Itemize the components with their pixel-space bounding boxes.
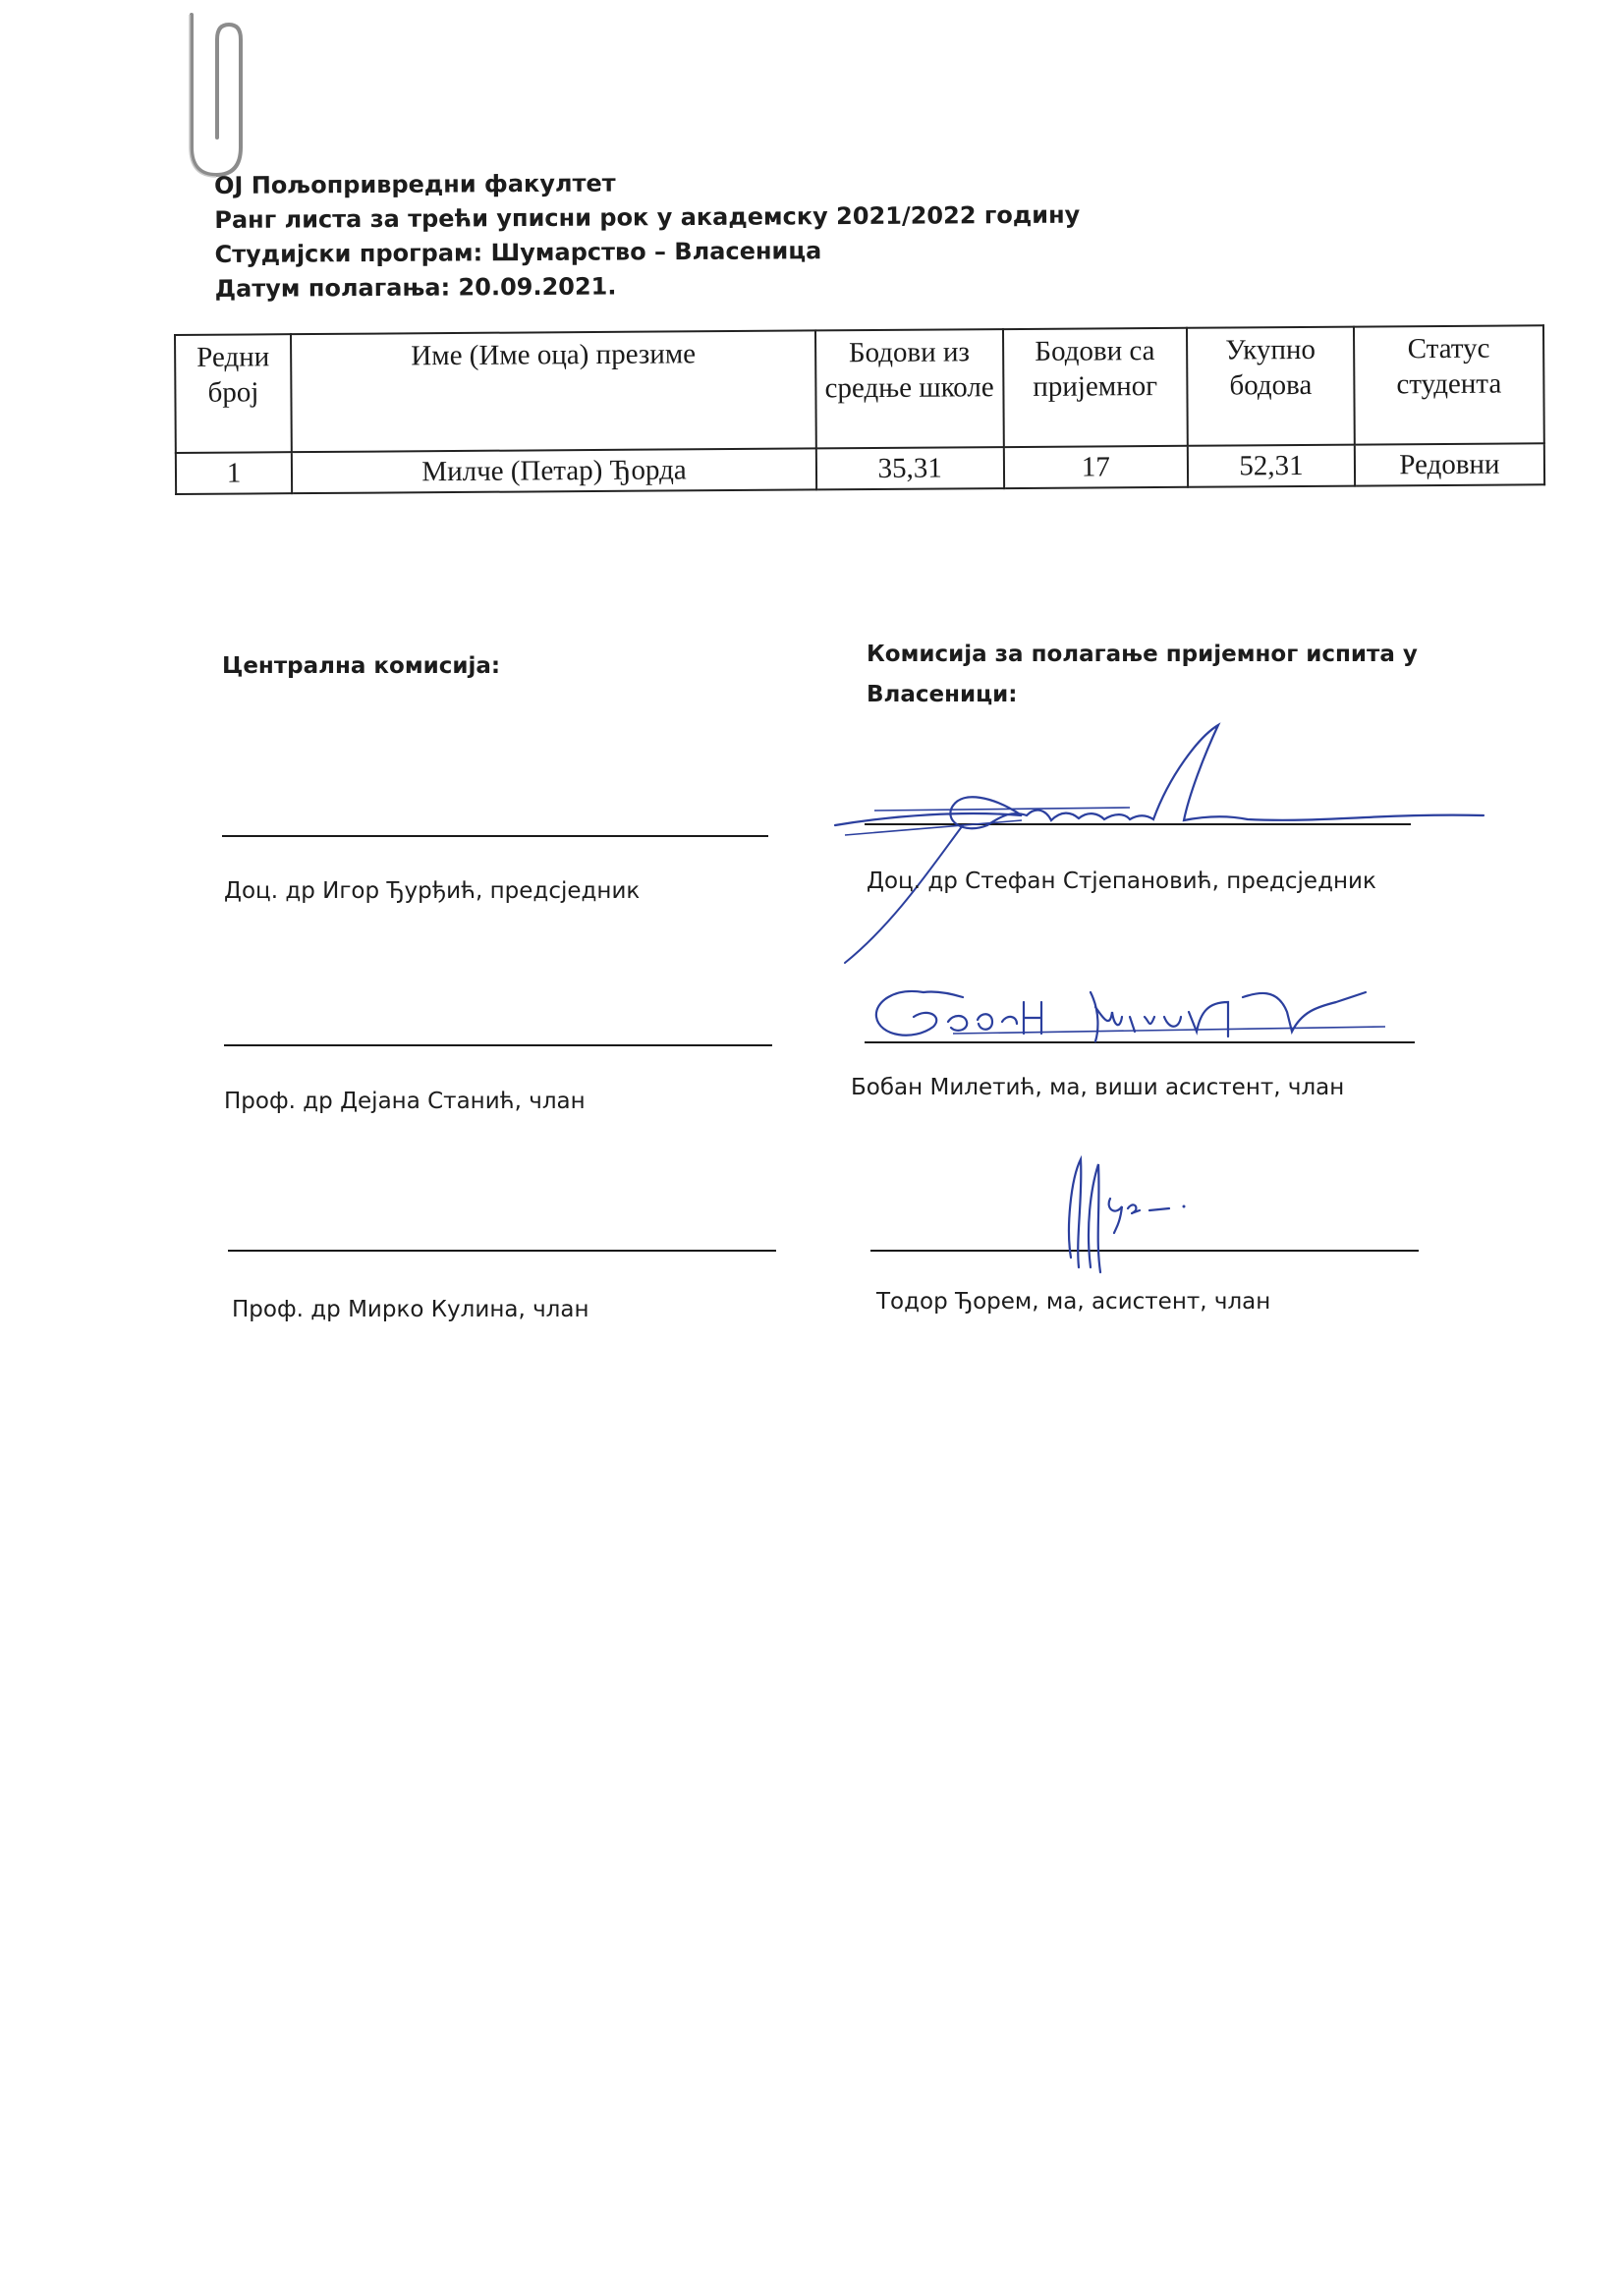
committee-member: Проф. др Мирко Кулина, члан: [232, 1297, 589, 1322]
ranking-table: [174, 324, 1545, 495]
document-title: Ранг листа за трећи уписни рок у академску 2021/2022 годину: [214, 200, 1081, 234]
table-header-row: [175, 325, 1544, 453]
signature-line: [222, 835, 768, 837]
cell-status: Редовни: [1355, 443, 1544, 485]
table-row: [176, 443, 1544, 494]
committee-member: Бобан Милетић, ма, виши асистент, члан: [851, 1075, 1345, 1100]
column-header-total-points: Укупно бодова: [1187, 327, 1355, 446]
column-header-school-points: Бодови из средње школе: [815, 329, 1003, 448]
document-header: [214, 162, 1296, 307]
committee-member: Доц. др Игор Ђурђић, предсједник: [224, 878, 641, 904]
study-program: Студијски програм: Шумарство – Власеница: [214, 237, 822, 268]
cell-number: 1: [176, 452, 292, 494]
column-header-status: Статус студента: [1354, 325, 1544, 444]
cell-name: Милче (Петар) Ђорда: [292, 448, 816, 493]
cell-exam-points: 17: [1003, 446, 1188, 488]
faculty-name: ОЈ Пољопривредни факултет: [214, 169, 616, 199]
column-header-name: Име (Име оца) презиме: [291, 330, 816, 452]
ranking-table-wrapper: [174, 324, 1545, 495]
signature-stjepanovic: [815, 717, 1484, 973]
signature-line: [224, 1044, 772, 1046]
committee-member: Проф. др Дејана Станић, члан: [224, 1089, 586, 1114]
signature-djorem: [1022, 1140, 1218, 1287]
committee-member: Доц. др Стефан Стјепановић, предсједник: [867, 868, 1376, 894]
signature-miletic: [855, 973, 1405, 1061]
cell-total-points: 52,31: [1188, 445, 1355, 487]
column-header-exam-points: Бодови са пријемног: [1003, 328, 1188, 447]
column-header-number: Редни број: [175, 334, 292, 453]
central-committee-title: Централна комисија:: [222, 653, 501, 679]
signature-line: [228, 1250, 776, 1252]
exam-date: Датум полагања: 20.09.2021.: [214, 272, 617, 303]
cell-school-points: 35,31: [816, 447, 1004, 489]
committee-member: Тодор Ђорем, ма, асистент, члан: [876, 1289, 1271, 1315]
local-committee-title: Комисија за полагање пријемног испита у Власеници:: [867, 642, 1418, 707]
paperclip-icon: [172, 0, 260, 187]
